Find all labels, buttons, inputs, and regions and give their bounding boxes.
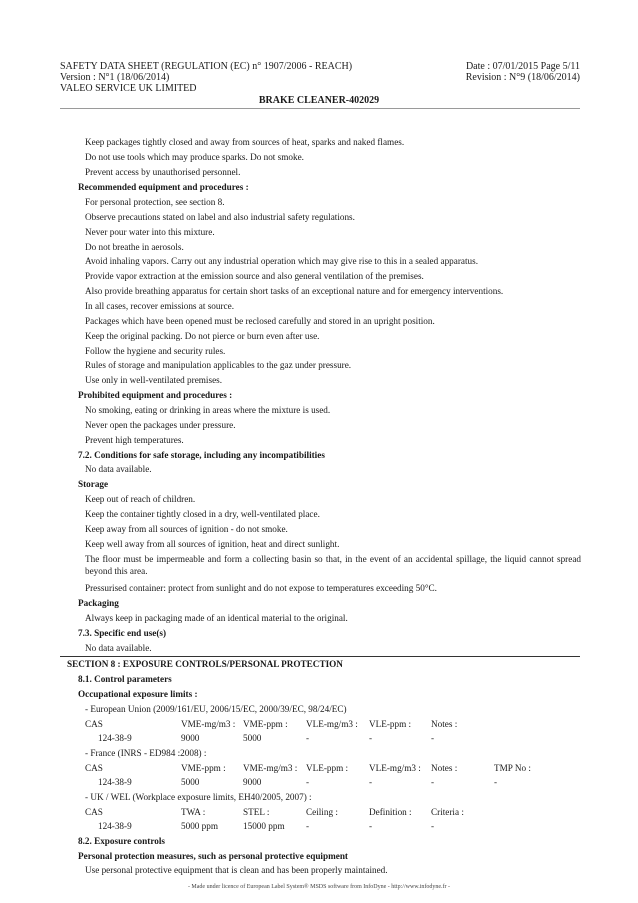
text-line: Observe precautions stated on label and also industrial safety regulations.: [85, 212, 355, 222]
fr-cell: -: [369, 777, 373, 787]
eu-header-vme-mg: VME-mg/m3 :: [181, 719, 236, 729]
uk-cell: -: [369, 821, 373, 831]
fr-cell: -: [494, 777, 498, 787]
text-line: For personal protection, see section 8.: [85, 197, 225, 207]
date-page: Date : 07/01/2015 Page 5/11: [465, 61, 580, 72]
header-divider: [60, 108, 580, 109]
eu-cell: -: [431, 733, 435, 743]
version: Version : N°1 (18/06/2014): [60, 72, 170, 83]
text-line: No data available.: [85, 464, 152, 474]
text-line: No data available.: [85, 643, 152, 653]
subheading-oel: Occupational exposure limits :: [78, 689, 198, 699]
text-line: Keep away from all sources of ignition - do not smoke.: [85, 524, 288, 534]
page-footer: - Made under licence of European Label System® MSDS software from InfoDyne - http://www.infodyne.fr -: [187, 884, 451, 890]
section-7-3-heading: 7.3. Specific end use(s): [78, 628, 167, 638]
text-line: In all cases, recover emissions at source.: [85, 301, 234, 311]
subheading-storage: Storage: [78, 479, 109, 489]
text-line: Prevent access by unauthorised personnel.: [85, 167, 241, 177]
section-8-2-heading: 8.2. Exposure controls: [78, 836, 165, 846]
text-line: Use personal protective equipment that is clean and has been properly maintained.: [85, 865, 388, 875]
text-line: Never pour water into this mixture.: [85, 227, 215, 237]
product-name: BRAKE CLEANER-402029: [258, 95, 380, 106]
uk-header-criteria: Criteria :: [431, 807, 464, 817]
company-name: VALEO SERVICE UK LIMITED: [60, 83, 197, 94]
fr-cell-cas: 124-38-9: [98, 777, 132, 787]
text-line: Do not breathe in aerosols.: [85, 242, 184, 252]
uk-limits-label: - UK / WEL (Workplace exposure limits, EH40/2005, 2007) :: [85, 792, 312, 802]
eu-header-vle-mg: VLE-mg/m3 :: [306, 719, 358, 729]
uk-header-definition: Definition :: [369, 807, 412, 817]
eu-cell: 9000: [181, 733, 200, 743]
text-line: Prevent high temperatures.: [85, 435, 184, 445]
fr-header-notes: Notes :: [431, 763, 458, 773]
uk-header-ceiling: Ceiling :: [306, 807, 338, 817]
fr-header-vme-ppm: VME-ppm :: [181, 763, 226, 773]
eu-header-vle-ppm: VLE-ppm :: [369, 719, 412, 729]
text-line: Keep packages tightly closed and away from sources of heat, sparks and naked flames.: [85, 137, 405, 147]
text-line: Follow the hygiene and security rules.: [85, 346, 226, 356]
text-line: Pressurised container: protect from sunlight and do not expose to temperatures exceeding 50°C.: [85, 583, 437, 593]
text-line: Do not use tools which may produce sparks. Do not smoke.: [85, 152, 304, 162]
uk-cell: -: [306, 821, 310, 831]
text-line: Never open the packages under pressure.: [85, 420, 236, 430]
uk-cell: 5000 ppm: [181, 821, 219, 831]
text-line: Provide vapor extraction at the emission source and also general ventilation of the premises.: [85, 271, 424, 281]
eu-header-vme-ppm: VME-ppm :: [243, 719, 288, 729]
uk-header-stel: STEL :: [243, 807, 270, 817]
eu-cell-cas: 124-38-9: [98, 733, 132, 743]
eu-header-cas: CAS: [85, 719, 103, 729]
fr-cell: -: [306, 777, 310, 787]
uk-cell-cas: 124-38-9: [98, 821, 132, 831]
revision: Revision : N°9 (18/06/2014): [465, 72, 580, 83]
subheading-ppe: Personal protection measures, such as personal protective equipment: [78, 851, 348, 861]
subheading-prohibited: Prohibited equipment and procedures :: [78, 390, 233, 400]
text-line: Packages which have been opened must be reclosed carefully and stored in an upright position.: [85, 316, 435, 326]
fr-cell: 9000: [243, 777, 262, 787]
uk-cell: -: [431, 821, 435, 831]
uk-cell: 15000 ppm: [243, 821, 285, 831]
uk-header-cas: CAS: [85, 807, 103, 817]
fr-limits-label: - France (INRS - ED984 :2008) :: [85, 748, 207, 758]
fr-header-tmp: TMP No :: [494, 763, 531, 773]
sds-regulation-title: SAFETY DATA SHEET (REGULATION (EC) n° 1907/2006 - REACH): [60, 61, 353, 72]
text-line: Always keep in packaging made of an identical material to the original.: [85, 613, 348, 623]
section-8-1-heading: 8.1. Control parameters: [78, 674, 172, 684]
fr-cell: 5000: [181, 777, 200, 787]
subheading-packaging: Packaging: [78, 598, 119, 608]
fr-header-vle-ppm: VLE-ppm :: [306, 763, 349, 773]
text-line: No smoking, eating or drinking in areas where the mixture is used.: [85, 405, 331, 415]
eu-limits-label: - European Union (2009/161/EU, 2006/15/EC, 2000/39/EC, 98/24/EC): [85, 704, 347, 714]
text-line: Keep out of reach of children.: [85, 494, 196, 504]
fr-header-vle-mg: VLE-mg/m3 :: [369, 763, 421, 773]
text-line: Also provide breathing apparatus for certain short tasks of an exceptional nature and for emergency interventions.: [85, 286, 504, 296]
subheading-recommended: Recommended equipment and procedures :: [78, 182, 249, 192]
eu-cell: 5000: [243, 733, 262, 743]
eu-header-notes: Notes :: [431, 719, 458, 729]
text-line: Rules of storage and manipulation applicables to the gaz under pressure.: [85, 360, 352, 370]
section-divider: [60, 656, 580, 657]
storage-floor-paragraph: The floor must be impermeable and form a collecting basin so that, in the event of an accidental spillage, the liquid cannot spread beyond this area.: [85, 554, 581, 576]
uk-header-twa: TWA :: [181, 807, 206, 817]
section-7-2-heading: 7.2. Conditions for safe storage, including any incompatibilities: [78, 450, 325, 460]
section-8-heading: SECTION 8 : EXPOSURE CONTROLS/PERSONAL PROTECTION: [67, 659, 343, 669]
eu-cell: -: [369, 733, 373, 743]
fr-cell: -: [431, 777, 435, 787]
text-line: Keep the original packing. Do not pierce or burn even after use.: [85, 331, 320, 341]
text-line: Avoid inhaling vapors. Carry out any industrial operation which may give rise to this in a sealed apparatus.: [85, 256, 479, 266]
text-line: Use only in well-ventilated premises.: [85, 375, 223, 385]
text-line: Keep well away from all sources of ignition, heat and direct sunlight.: [85, 539, 340, 549]
fr-header-cas: CAS: [85, 763, 103, 773]
eu-cell: -: [306, 733, 310, 743]
fr-header-vme-mg: VME-mg/m3 :: [243, 763, 298, 773]
text-line: Keep the container tightly closed in a dry, well-ventilated place.: [85, 509, 320, 519]
